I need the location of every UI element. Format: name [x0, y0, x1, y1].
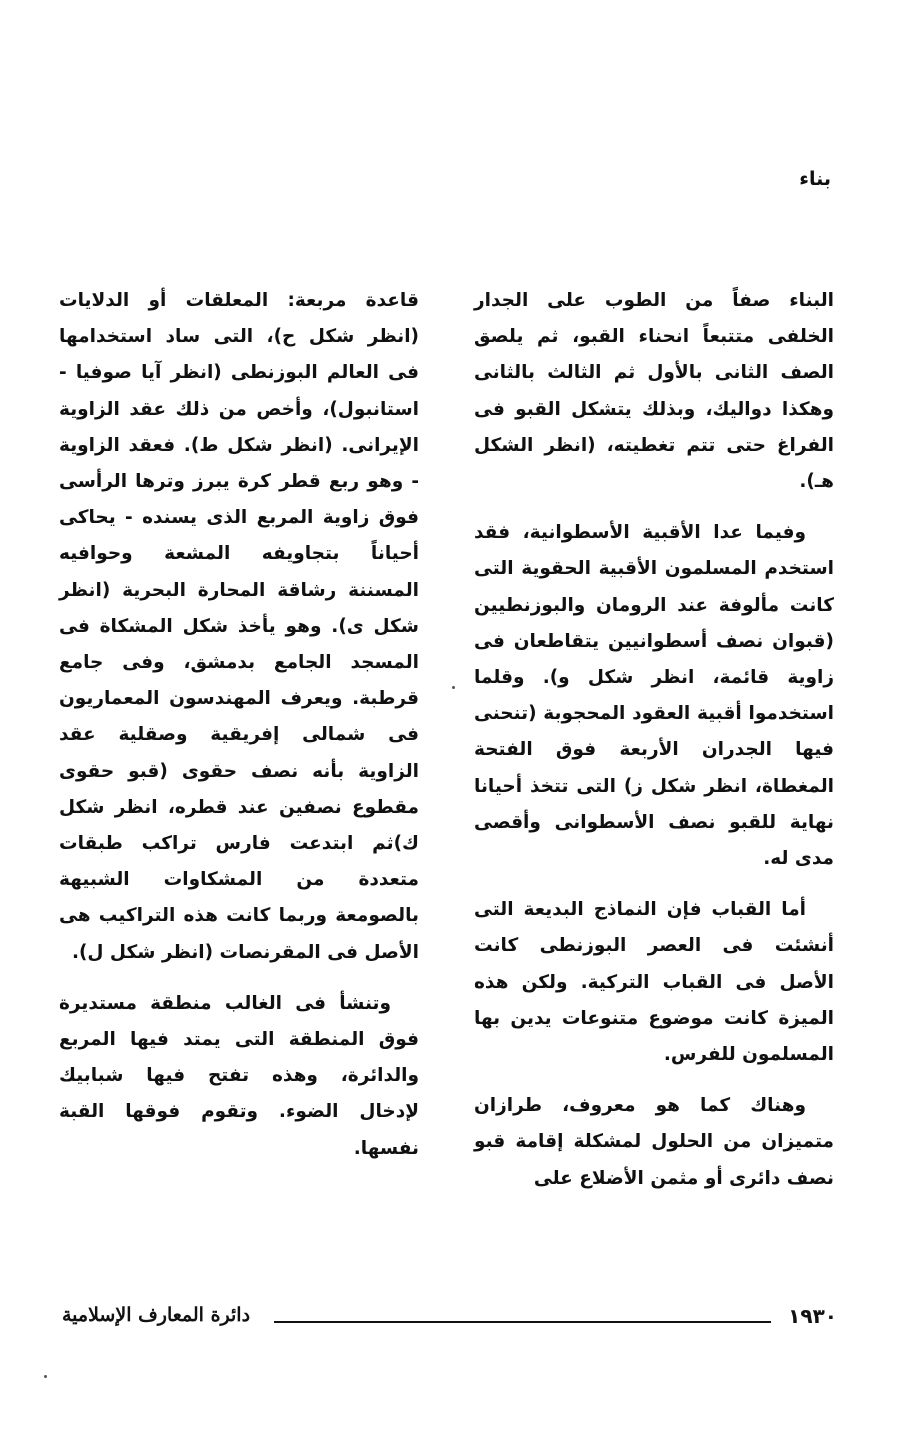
paragraph: أما القباب فإن النماذج البديعة التى أنشئت فى العصر البوزنطى كانت الأصل فى القباب التركية. ولكن هذه الميزة كانت موضوع متنوعات يدين بها المسلمون للفرس.	[474, 899, 834, 1066]
paragraph: وهناك كما هو معروف، طرازان متميزان من الحلول لمشكلة إقامة قبو نصف دائرى أو مثمن الأضلاع على	[474, 1095, 834, 1189]
page-footer	[62, 1302, 837, 1342]
scan-speck	[452, 686, 455, 689]
running-head: بناء	[799, 168, 831, 190]
left-column	[59, 283, 419, 1182]
scan-speck	[44, 1375, 47, 1378]
paragraph: قاعدة مربعة: المعلقات أو الدلايات (انظر شكل ح)، التى ساد استخدامها فى العالم البوزنطى (انظر آيا صوفيا - استانبول)، وأخص من ذلك عقد الزاوية الإيرانى. (انظر شكل ط). فعقد الزاوية - وهو ربع قطر كرة يبرز وترها الرأسى فوق زاوية المربع الذى يسنده - يحاكى أحياناً بتجاويفه المشعة وحوافيه المسننة رشاقة المحارة البحرية (انظر شكل ى). وهو يأخذ شكل المشكاة فى المسجد الجامع بدمشق، وفى جامع قرطبة. ويعرف المهندسون المعماريون فى شمالى إفريقية وصقلية عقد الزاوية بأنه نصف حقوى (قبو حقوى مقطوع نصفين عند قطره، انظر شكل ك)ثم ابتدعت فارس تراكب طبقات متعددة من المشكاوات الشبيهة بالصومعة وربما كانت هذه التراكيب هى الأصل فى المقرنصات (انظر شكل ل).	[59, 290, 419, 963]
paragraph: وفيما عدا الأقبية الأسطوانية، فقد استخدم المسلمون الأقبية الحقوية التى كانت مألوفة عند الرومان والبوزنطيين (قبوان نصف أسطوانيين يتقاطعان فى زاوية قائمة، انظر شكل و). وقلما استخدموا أقبية العقود المحجوبة (تنحنى فيها الجدران الأربعة فوق الفتحة المغطاة، انظر شكل ز) التى تتخذ أحيانا نهاية للقبو نصف الأسطوانى وأقصى مدى له.	[474, 522, 834, 870]
paragraph: وتنشأ فى الغالب منطقة مستديرة فوق المنطقة التى يمتد فيها المربع والدائرة، وهذه تفتح فيها شبابيك لإدخال الضوء. وتقوم فوقها القبة نفسها.	[59, 992, 419, 1159]
paragraph: البناء صفاً من الطوب على الجدار الخلفى متتبعاً انحناء القبو، ثم يلصق الصف الثانى بالأول ثم الثالث بالثانى وهكذا دواليك، وبذلك يتشكل القبو فى الفراغ حتى تتم تغطيته، (انظر الشكل هـ).	[474, 290, 834, 493]
publication-title: دائرة المعارف الإسلامية	[62, 1304, 251, 1326]
right-column	[474, 283, 834, 1212]
footer-rule	[274, 1321, 771, 1323]
page-number: ١٩٣٠	[788, 1304, 837, 1328]
